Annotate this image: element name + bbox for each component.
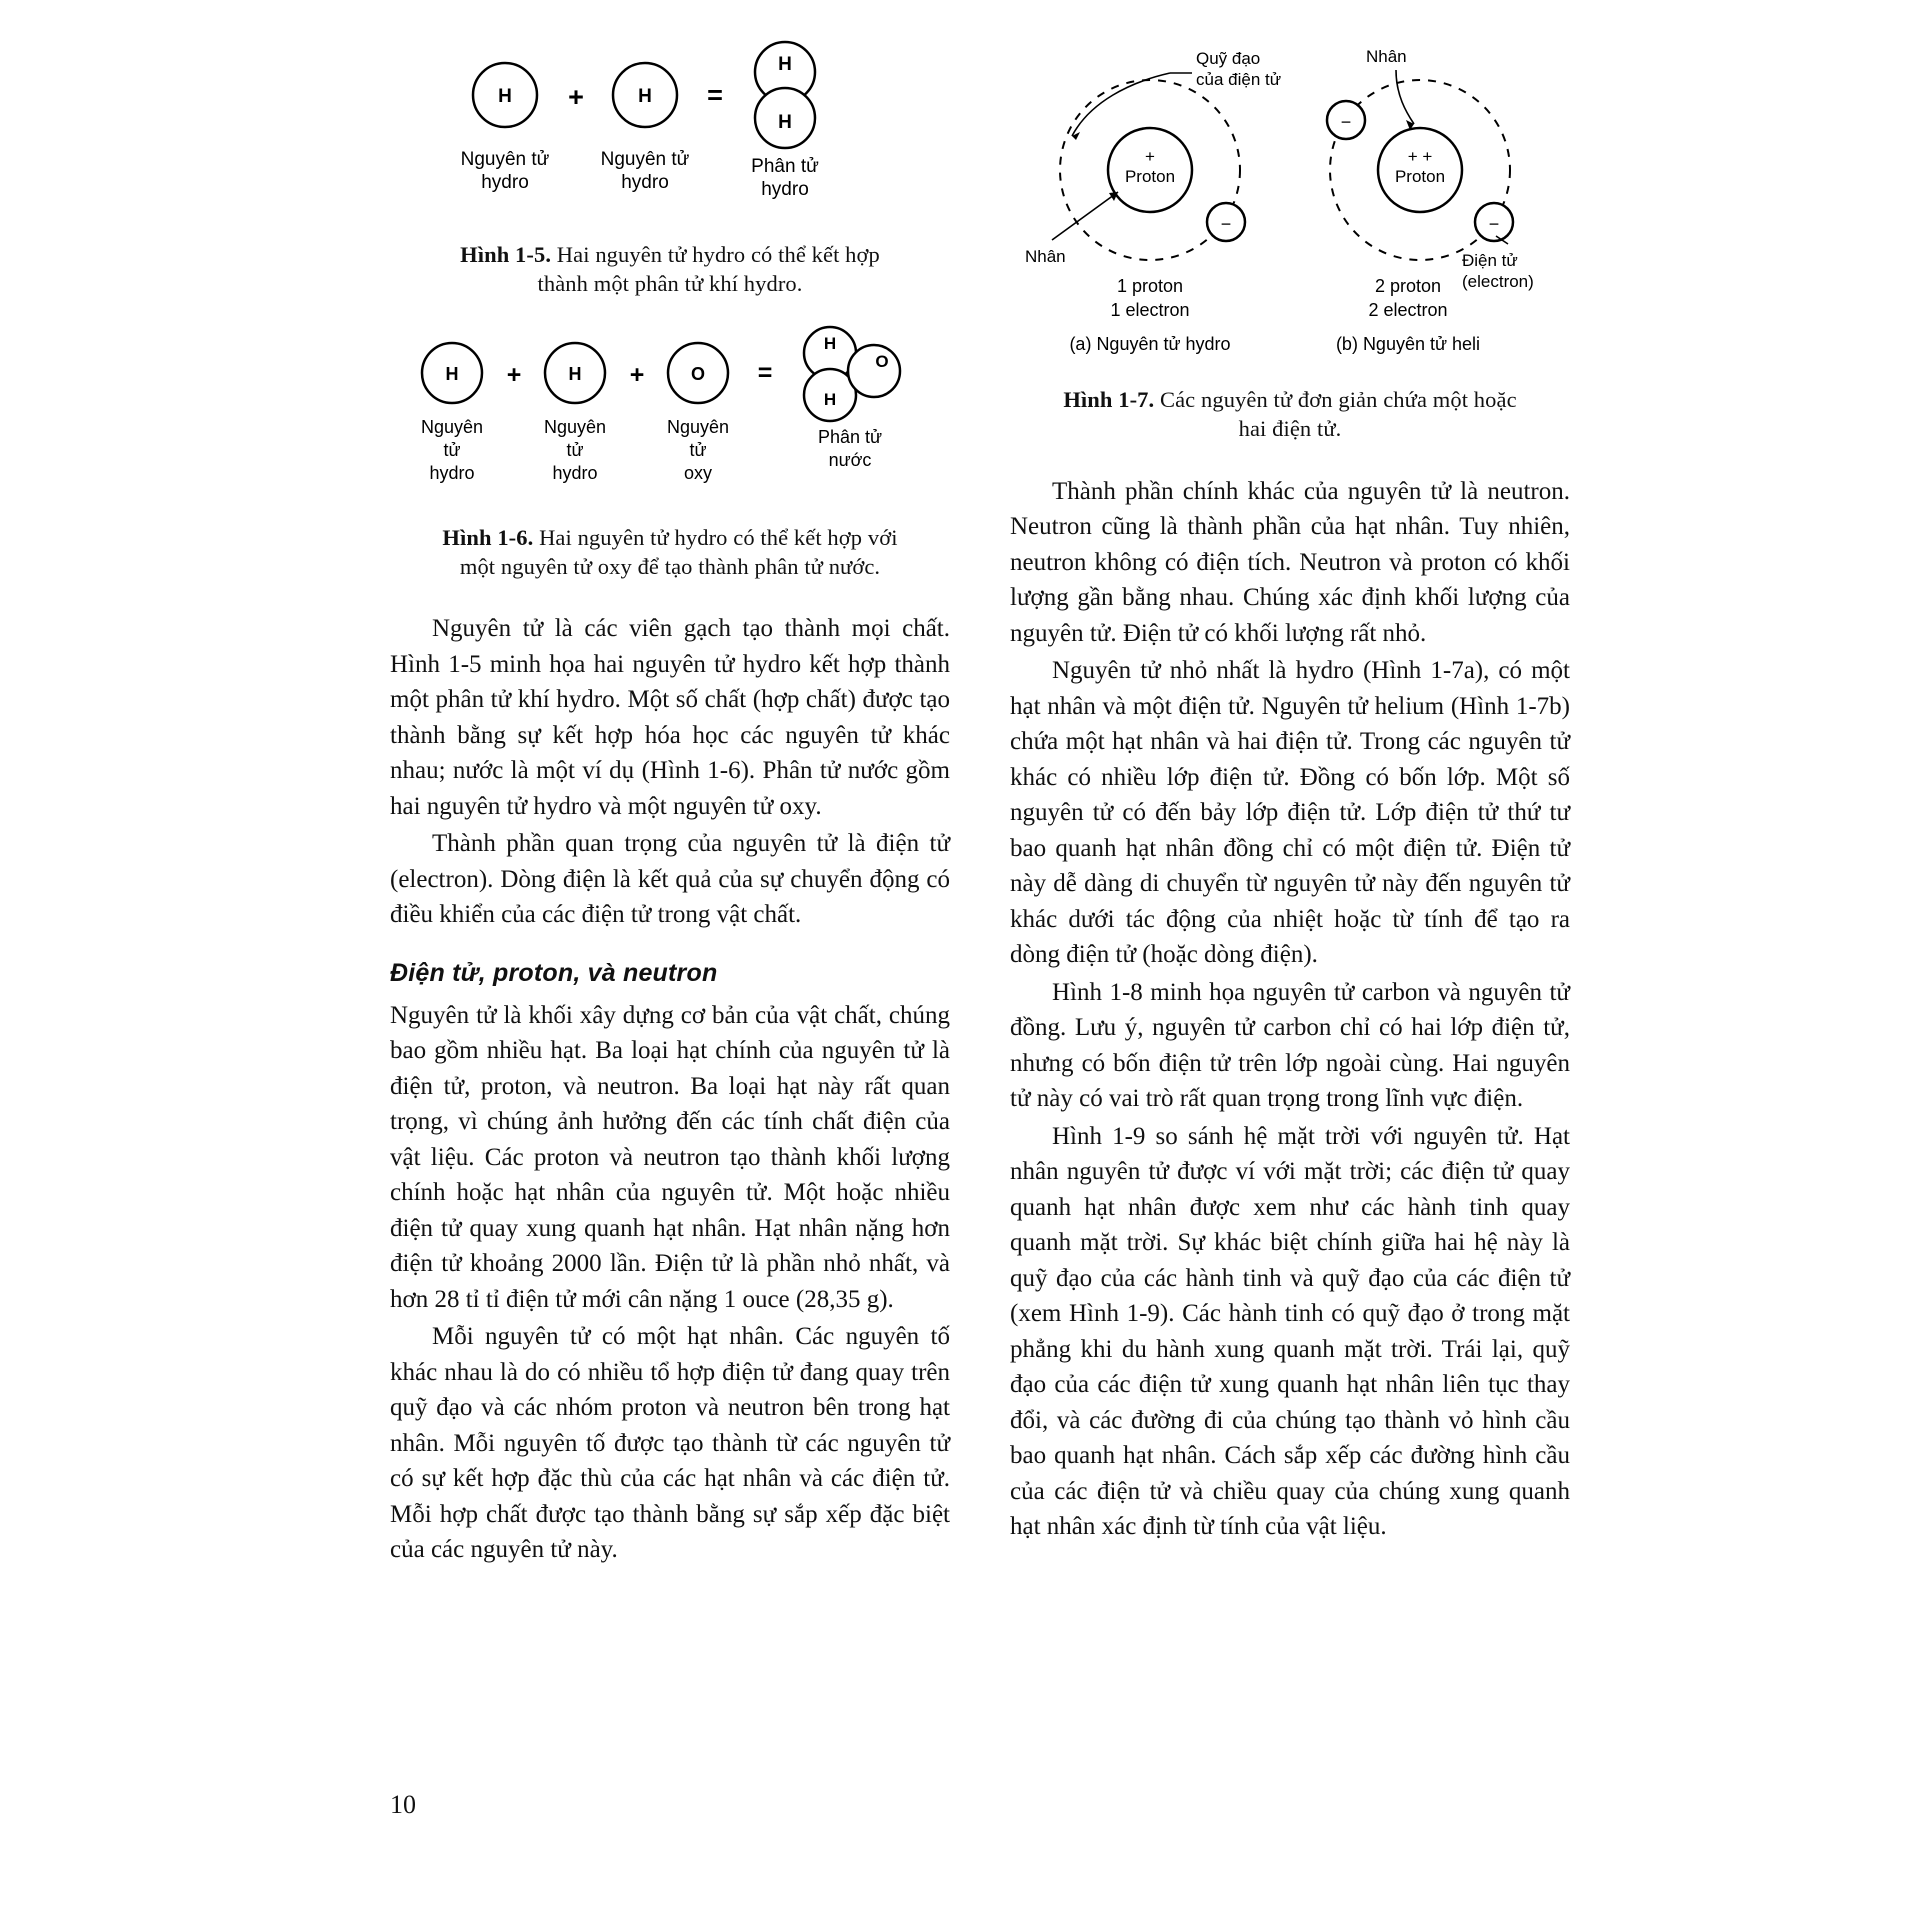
plus-sign: + [568,82,584,112]
left-column [390,40,950,1570]
figure-1-7-graphic [1010,40,1570,370]
page-content [390,40,1570,1870]
figure-1-5-caption-label: Hình 1-5. [460,242,552,267]
label-o-line1: Nguyên [666,416,730,437]
figure-1-5-caption [390,240,950,299]
figure-1-7-caption-label: Hình 1-7. [1063,387,1155,412]
label-water-line1: Phân tử [817,426,883,447]
atom-h-1: H [445,363,459,384]
label-hydro-atom-2-line2: hydro [621,172,669,193]
label-h1-line2: tử [443,439,461,460]
page-number: 10 [390,1790,416,1819]
proton-charge-b: + + [1407,147,1433,166]
atom-h-3: H [778,54,792,75]
section-heading-particles: Điện tử, proton, và neutron [390,958,718,987]
paragraph-right-4: Hình 1-9 so sánh hệ mặt trời với nguyên tử. Hạt nhân nguyên tử được ví với mặt trời; các điện tử quay quanh hạt nhân được xem như các hành tinh quay quanh mặt trời. Sự khác biệt chính giữa hai hệ này là quỹ đạo của các hành tinh và quỹ đạo của các điện tử (xem Hình 1-9). Các hành tinh có quỹ đạo ở trong mặt phẳng khi du hành xung quanh mặt trời. Trái lại, quỹ đạo của các điện tử xung quanh hạt nhân liên tục thay đổi, và các đường đi của chúng tạo thành vỏ hình cầu bao quanh hạt nhân. Cách sắp xếp các đường hình cầu của các điện tử và chiều quay của chúng xung quanh hạt nhân xác định từ tính của vật liệu. [1010,1122,1570,1540]
label-o-line3: oxy [683,462,713,483]
figure-1-6-caption-line1: Hai nguyên tử hydro có thể kết hợp với [533,524,898,550]
label-water-line2: nước [828,449,872,470]
label-h2-line3: hydro [552,462,598,483]
callout-orbit-line1: Quỹ đạo [1196,49,1261,68]
label-hydro-atom-1-line1: Nguyên tử [460,149,550,170]
atom-h-2: H [638,86,652,107]
paragraph-left-3: Nguyên tử là khối xây dựng cơ bản của vật chất, chúng bao gồm nhiều hạt. Ba loại hạt chính của nguyên tử là điện tử, proton, và neutron. Ba loại hạt này rất quan trọng, vì chúng ảnh hưởng đến các tính chất điện của vật liệu. Các proton và neutron tạo thành khối lượng chính hoặc hạt nhân của nguyên tử. Một hoặc nhiều điện tử quay xung quanh hạt nhân. Hạt nhân nặng hơn điện tử khoảng 2000 lần. Điện tử là phần nhỏ nhất, và hơn 28 tỉ tỉ điện tử mới cân nặng 1 ouce (28,35 g). [390,1001,950,1313]
callout-electron-line1: Điện tử [1462,251,1518,270]
heli-electron-count: 2 electron [1368,300,1448,320]
molecule-atom-h-2: H [823,389,837,409]
equals-sign: = [707,80,723,110]
hydro-proton-count: 1 proton [1116,276,1184,296]
label-h1-line1: Nguyên [420,416,484,437]
proton-label-a: Proton [1124,167,1176,186]
label-h2-line1: Nguyên [543,416,607,437]
plus-sign-1: + [506,360,522,389]
proton-label-b: Proton [1394,167,1446,186]
figure-1-7 [1010,40,1570,444]
paragraph-right-2: Nguyên tử nhỏ nhất là hydro (Hình 1-7a), có một hạt nhân và một điện tử. Nguyên tử helium (Hình 1-7b) chứa một hạt nhân và hai điện tử. Trong các nguyên tử khác có nhiều lớp điện tử. Đồng có bốn lớp. Một số nguyên tử có đến bảy lớp điện tử. Lớp điện tử thứ tư bao quanh hạt nhân đồng chỉ có một điện tử. Điện tử này dễ dàng di chuyển từ nguyên tử này đến nguyên tử khác dưới tác động của nhiệt hoặc từ tính để tạo ra dòng điện tử (hoặc dòng điện). [1010,657,1570,968]
paragraph-left-2: Thành phần quan trọng của nguyên tử là điện tử (electron). Dòng điện là kết quả của sự chuyển động có điều khiển của các điện tử trong vật chất. [390,830,950,928]
label-hydro-molecule-line2: hydro [761,179,809,200]
atom-h-4: H [778,112,792,133]
figure-1-5-caption-line1: Hai nguyên tử hydro có thể kết hợp [551,242,880,267]
right-body-text [1010,474,1570,1545]
figure-1-7-caption-line1: Các nguyên tử đơn giản chứa một hoặc [1154,387,1517,412]
callout-nucleus-left: Nhân [1025,247,1066,266]
figure-1-7a-label: (a) Nguyên tử hydro [1069,334,1231,354]
paragraph-left-1: Nguyên tử là các viên gạch tạo thành mọi chất. Hình 1-5 minh họa hai nguyên tử hydro kết hợp thành một phân tử khí hydro. Một số chất (hợp chất) được tạo thành bằng sự kết hợp hóa học các nguyên tử khác nhau; nước là một ví dụ (Hình 1-6). Phân tử nước gồm hai nguyên tử hydro và một nguyên tử oxy. [390,615,950,820]
two-column-layout [390,40,1570,1570]
electron-a: − [1220,214,1232,234]
label-hydro-molecule-line1: Phân tử [751,156,819,177]
label-o-line2: tử [689,439,707,460]
electron-b-1: − [1340,112,1352,132]
equals-sign: = [757,358,773,387]
figure-1-6-caption [390,523,950,582]
figure-1-7-caption-line2: hai điện tử. [1238,416,1342,442]
proton-charge-a: + [1145,147,1155,166]
figure-1-6-graphic [390,323,950,508]
figure-1-5 [390,40,950,299]
plus-sign-2: + [629,360,645,389]
label-hydro-atom-1-line2: hydro [481,172,529,193]
atom-h-1: H [498,86,512,107]
figure-1-7-caption [1010,385,1570,444]
callout-orbit-line2: của điện tử [1196,70,1282,89]
molecule-atom-h-1: H [823,333,837,353]
figure-1-6-caption-label: Hình 1-6. [442,524,534,550]
atom-o: O [690,363,706,384]
paragraph-left-4: Mỗi nguyên tử có một hạt nhân. Các nguyên tố khác nhau là do có nhiều tổ hợp điện tử đang quay trên quỹ đạo và các nhóm proton và neutron bên trong hạt nhân. Mỗi nguyên tố được tạo thành từ các nguyên tử có sự kết hợp đặc thù của các hạt nhân và các điện tử. Mỗi hợp chất được tạo thành bằng sự sắp xếp đặc biệt của các nguyên tử này. [390,1323,950,1563]
left-body-text [390,611,950,1568]
label-h1-line3: hydro [429,462,475,483]
figure-1-5-graphic [390,40,950,225]
callout-electron-line2: (electron) [1462,272,1534,291]
atom-h-2: H [568,363,582,384]
figure-1-6-caption-line2: một nguyên tử oxy để tạo thành phân tử nước. [459,553,881,579]
figure-1-5-caption-line2: thành một phân tử khí hydro. [537,271,803,297]
paragraph-right-1: Thành phần chính khác của nguyên tử là neutron. Neutron cũng là thành phần của hạt nhân. Tuy nhiên, neutron không có điện tích. Neutron và proton có khối lượng gần bằng nhau. Chúng xác định khối lượng của nguyên tử. Điện tử có khối lượng rất nhỏ. [1010,477,1570,647]
paragraph-right-3: Hình 1-8 minh họa nguyên tử carbon và nguyên tử đồng. Lưu ý, nguyên tử carbon chỉ có hai lớp điện tử, nhưng có bốn điện tử trên lớp ngoài cùng. Hai nguyên tử này có vai trò rất quan trọng trong lĩnh vực điện. [1010,978,1570,1112]
label-hydro-atom-2-line1: Nguyên tử [600,149,690,170]
figure-1-7b-label: (b) Nguyên tử heli [1335,334,1481,354]
hydro-electron-count: 1 electron [1110,300,1190,320]
heli-proton-count: 2 proton [1374,276,1442,296]
electron-b-2: − [1488,214,1500,234]
right-column [1010,40,1570,1570]
label-h2-line2: tử [566,439,584,460]
callout-nucleus-right: Nhân [1366,47,1407,66]
molecule-atom-o: O [875,351,889,371]
figure-1-6 [390,323,950,582]
